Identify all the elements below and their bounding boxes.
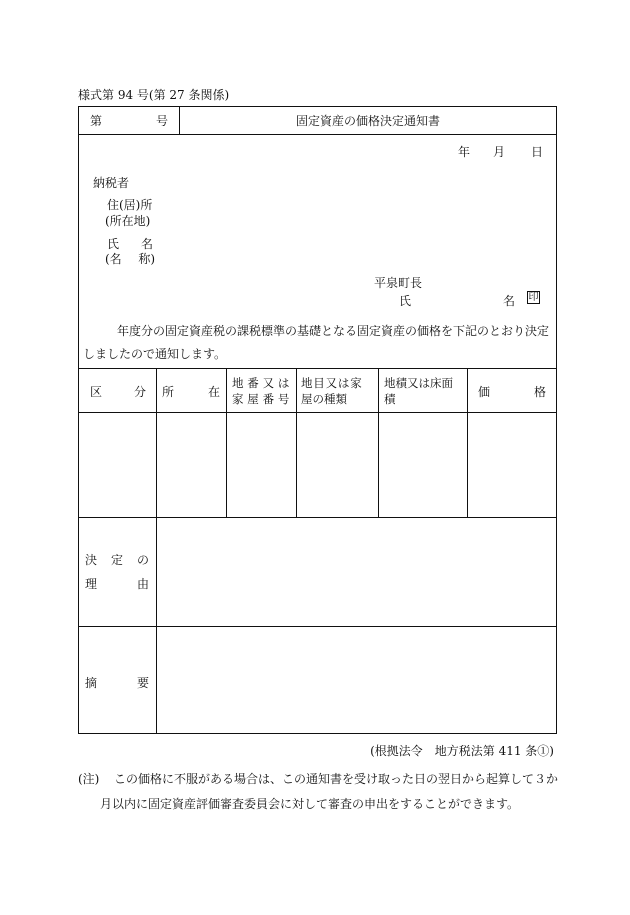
cell-chimoku[interactable] <box>297 413 378 517</box>
col-header-chiban-line2: 家屋番号 <box>232 392 294 406</box>
col-header-chiseki-line1: 地積又は床面 <box>384 376 453 390</box>
address-label: 住(居)所 <box>107 198 153 212</box>
col-header-chimoku-line1: 地目又は家 <box>301 376 363 390</box>
taxpayer-name-alt-label: (名 称) <box>105 252 155 266</box>
note-line1: この価格に不服がある場合は、この通知書を受け取った日の翌日から起算して３か <box>114 772 559 786</box>
note-line2: 月以内に固定資産評価審査委員会に対して審査の申出をすることができます。 <box>100 797 520 811</box>
col-header-chiban-line1: 地番又は <box>232 376 294 390</box>
divider-header <box>78 134 557 135</box>
col-header-kakaku: 価 格 <box>478 385 546 399</box>
col-header-chiseki-line2: 積 <box>384 392 396 406</box>
number-label-go: 号 <box>155 114 168 128</box>
form-number: 様式第 94 号(第 27 条関係) <box>78 88 230 102</box>
notice-number-field[interactable] <box>90 112 168 129</box>
date-year-label: 年 <box>458 145 471 159</box>
issuer-name-label: 氏 名 <box>399 294 515 308</box>
cell-kubun[interactable] <box>79 413 156 517</box>
note-label: (注) <box>78 772 100 786</box>
address-alt-label: (所在地) <box>105 214 151 228</box>
issuer-title: 平泉町長 <box>374 276 423 290</box>
cell-chiban[interactable] <box>227 413 296 517</box>
reason-label-line2: 理 由 <box>85 577 149 591</box>
cell-kakaku[interactable] <box>468 413 556 517</box>
legal-basis: (根拠法令 地方税法第 411 条①) <box>370 744 554 758</box>
summary-field[interactable] <box>157 627 556 733</box>
notice-body-line2: しましたので通知します。 <box>83 347 227 361</box>
cell-shozai[interactable] <box>157 413 226 517</box>
reason-label-line1: 決 定 の <box>85 553 149 567</box>
date-day-label: 日 <box>531 145 544 159</box>
notice-body-line1: 年度分の固定資産税の課税標準の基礎となる固定資産の価格を下記のとおり決定 <box>117 324 550 338</box>
col-header-chimoku-line2: 屋の種類 <box>301 392 347 406</box>
document-title: 固定資産の価格決定通知書 <box>295 114 440 128</box>
reason-field[interactable] <box>157 518 556 626</box>
col-header-kubun: 区 分 <box>90 385 146 399</box>
taxpayer-label: 納税者 <box>93 176 130 190</box>
date-month-label: 月 <box>493 145 506 159</box>
cell-chiseki[interactable] <box>379 413 467 517</box>
number-label-dai: 第 <box>90 114 103 128</box>
divider-table-top <box>78 368 557 369</box>
taxpayer-name-label: 氏 名 <box>107 237 153 251</box>
seal-mark: 印 <box>528 292 539 303</box>
col-header-shozai: 所 在 <box>162 385 220 399</box>
summary-label: 摘 要 <box>85 676 149 690</box>
